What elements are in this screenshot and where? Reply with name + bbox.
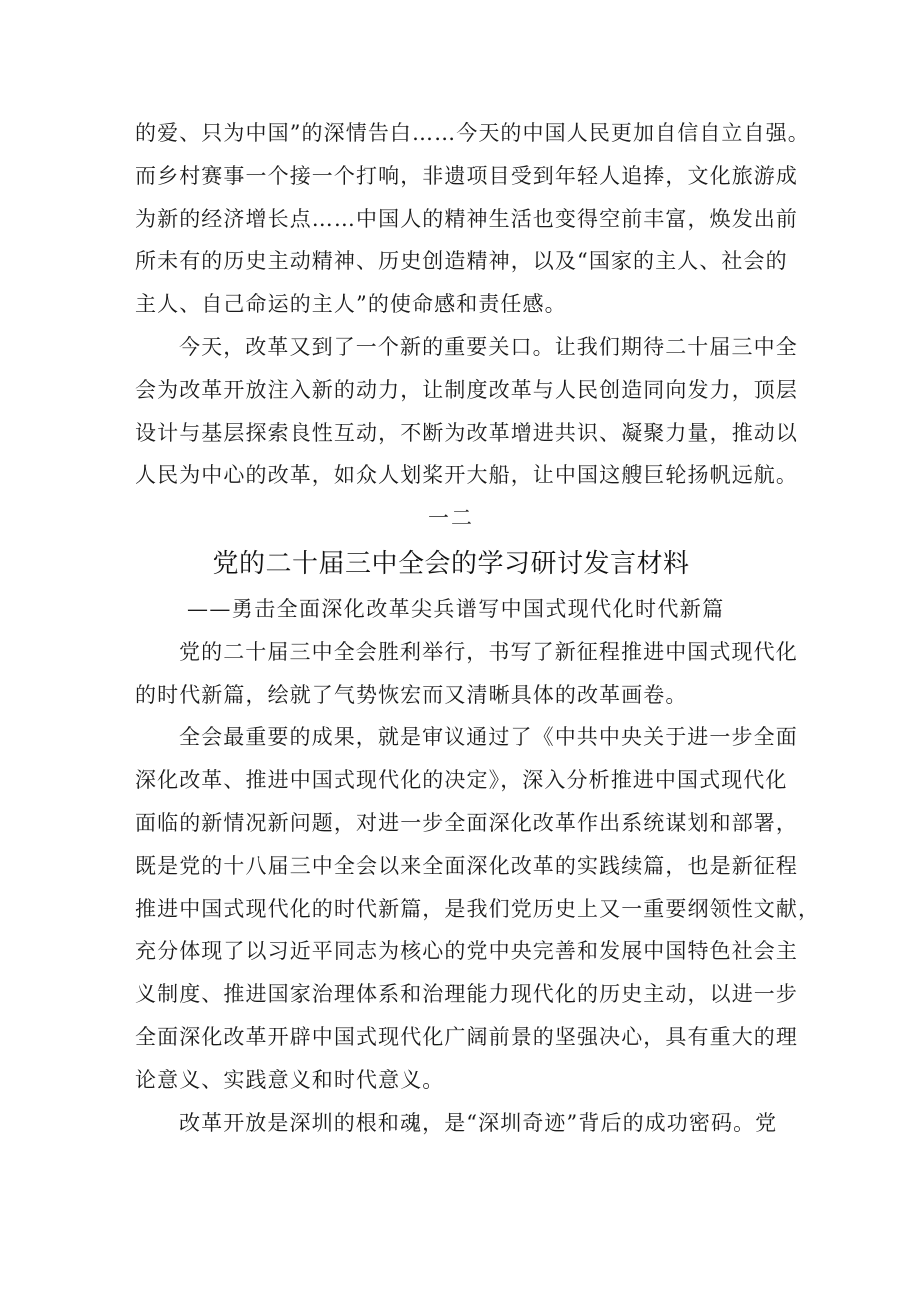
text-line: 主人、自己命运的主人”的使命感和责任感。 xyxy=(135,292,567,317)
text-line: 的时代新篇，绘就了气势恢宏而又清晰具体的改革画卷。 xyxy=(135,682,688,707)
document-title: 党的二十届三中全会的学习研讨发言材料 xyxy=(212,548,690,579)
paragraph-intro xyxy=(135,112,810,326)
text-line: 党的二十届三中全会胜利举行，书写了新征程推进中国式现代化 xyxy=(179,639,798,664)
text-line: 充分体现了以习近平同志为核心的党中央完善和发展中国特色社会主 xyxy=(135,939,798,964)
text-line: 的爱、只为中国”的深情告白……今天的中国人民更加自信自立自强。 xyxy=(135,121,810,145)
text-line: 面临的新情况新问题，对进一步全面深化改革作出系统谋划和部署， xyxy=(135,810,798,835)
text-line: 会为改革开放注入新的动力，让制度改革与人民创造同向发力，顶层 xyxy=(135,377,798,402)
document-subtitle: ——勇击全面深化改革尖兵谱写中国式现代化时代新篇 xyxy=(187,596,725,621)
text-line: 全会最重要的成果，就是审议通过了《中共中央关于进一步全面 xyxy=(179,725,798,750)
paragraph-shenzhen xyxy=(135,1102,787,1145)
text-line: 改革开放是深圳的根和魂，是“深圳奇迹”背后的成功密码。党 xyxy=(179,1110,778,1135)
text-line: 义制度、推进国家治理体系和治理能力现代化的历史主动，以进一步 xyxy=(135,982,798,1007)
text-line: 所未有的历史主动精神、历史创造精神，以及“国家的主人、社会的 xyxy=(135,249,788,274)
text-line: 而乡村赛事一个接一个打响，非遗项目受到年轻人追捧，文化旅游成 xyxy=(135,163,798,188)
paragraph-results xyxy=(135,716,821,1101)
document-body xyxy=(135,112,821,1144)
text-line: 今天，改革又到了一个新的重要关口。让我们期待二十届三中全 xyxy=(179,334,798,359)
text-line: 推进中国式现代化的时代新篇，是我们党历史上又一重要纲领性文献， xyxy=(135,896,821,921)
text-line: 为新的经济增长点……中国人的精神生活也变得空前丰富，焕发出前 xyxy=(135,206,798,231)
section-number: 一二 xyxy=(428,506,474,531)
paragraph-session xyxy=(135,631,798,717)
paragraph-reform xyxy=(135,326,798,497)
text-line: 深化改革、推进中国式现代化的决定》，深入分析推进中国式现代化 xyxy=(135,768,788,793)
text-line: 人民为中心的改革，如众人划桨开大船，让中国这艘巨轮扬帆远航。 xyxy=(135,463,798,488)
text-line: 全面深化改革开辟中国式现代化广阔前景的坚强决心，具有重大的理 xyxy=(135,1024,798,1049)
text-line: 论意义、实践意义和时代意义。 xyxy=(135,1067,445,1092)
text-line: 既是党的十八届三中全会以来全面深化改革的实践续篇，也是新征程 xyxy=(135,853,798,878)
text-line: 设计与基层探索良性互动，不断为改革增进共识、凝聚力量，推动以 xyxy=(135,420,798,445)
